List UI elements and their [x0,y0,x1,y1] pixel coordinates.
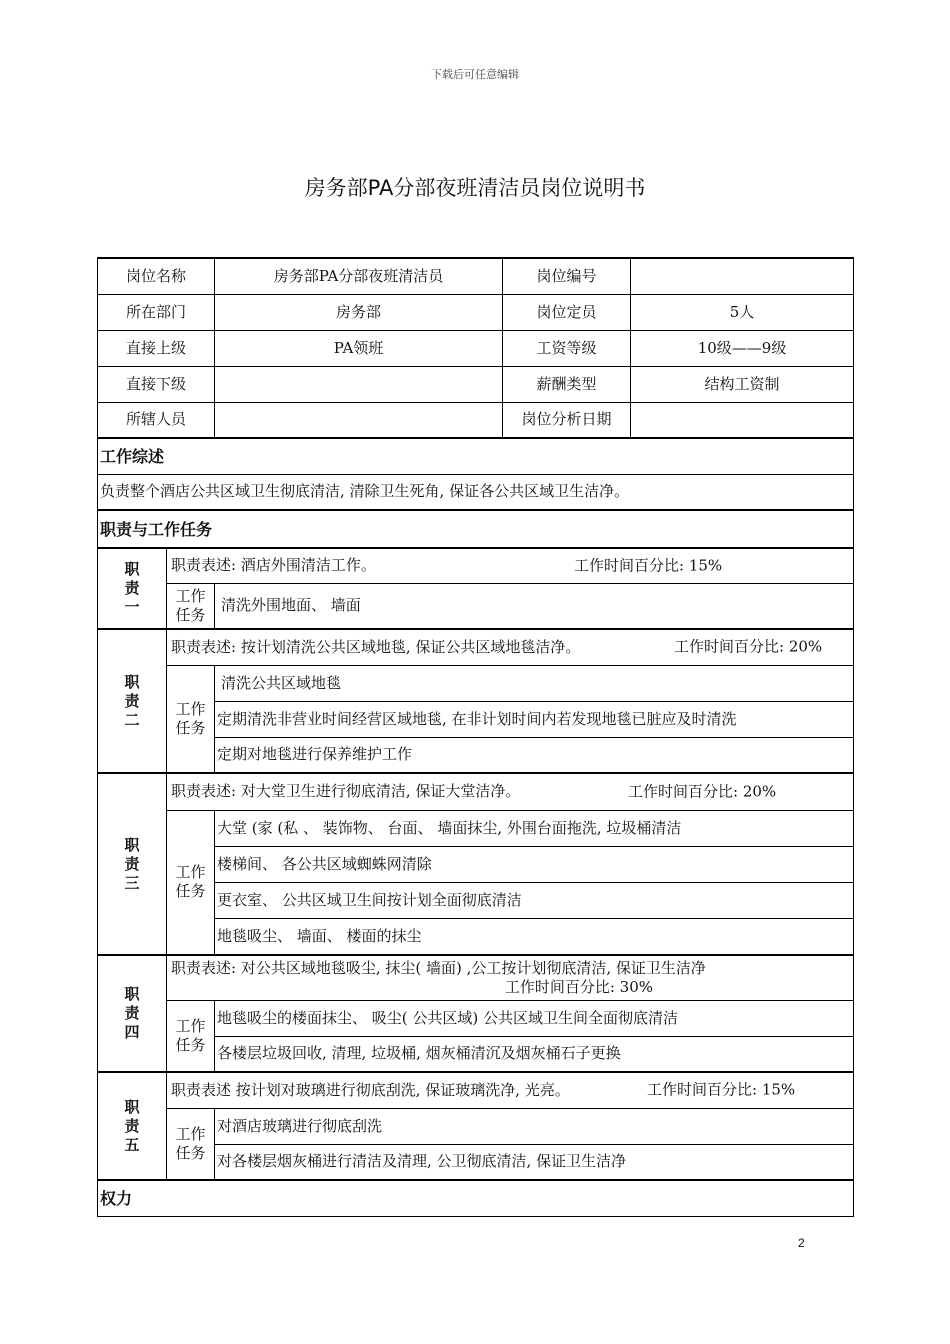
work-summary-text: 负责整个酒店公共区域卫生彻底清洁, 清除卫生死角, 保证各公共区域卫生洁净。 [98,474,854,510]
task-label-text: 工作任务 [175,699,206,737]
task-item: 对酒店玻璃进行彻底刮洗 [215,1108,854,1144]
info-value: 5人 [631,294,854,330]
duty-description [167,629,854,665]
task-label [167,665,215,773]
duty-time-percent: 工作时间百分比: 15% [574,556,723,575]
info-label: 岗位名称 [98,258,215,294]
info-value [631,258,854,294]
duty-label [98,773,167,955]
info-row [98,330,854,366]
duty-description [167,773,854,810]
info-row [98,258,854,294]
task-label-text: 工作任务 [175,1016,206,1054]
duty-time-percent: 工作时间百分比: 20% [628,782,777,801]
task-label [167,1000,215,1072]
info-row [98,402,854,438]
info-row [98,294,854,330]
info-label: 岗位定员 [503,294,631,330]
header-note: 下载后可任意编辑 [431,68,519,81]
authority-heading: 权力 [98,1180,854,1216]
duty-row [98,955,854,1000]
duty-desc-text: 职责表述: 酒店外围清洁工作。 [171,556,376,575]
duty-label-text: 职责一 [124,560,140,616]
document-title: 房务部PA分部夜班清洁员岗位说明书 [304,176,646,200]
duty-label [98,548,167,629]
task-label [167,810,215,955]
info-label: 薪酬类型 [503,366,631,402]
task-item: 地毯吸尘、 墙面、 楼面的抹尘 [215,918,854,955]
info-value: 结构工资制 [631,366,854,402]
duty-desc-text: 职责表述: 对公共区域地毯吸尘, 抹尘( 墙面) ,公工按计划彻底清洁, 保证卫生洁净 [171,958,706,977]
task-label [167,583,215,629]
task-label-text: 工作任务 [175,863,206,901]
task-item: 定期对地毯进行保养维护工作 [215,737,854,773]
info-label: 岗位编号 [503,258,631,294]
task-item: 更衣室、 公共区域卫生间按计划全面彻底清洁 [215,882,854,918]
task-label [167,1108,215,1180]
duty-label-text: 职责五 [124,1097,140,1154]
info-value [215,402,503,438]
task-item: 清洗公共区域地毯 [215,665,854,701]
task-label-text: 工作任务 [175,586,206,624]
duty-time-percent: 工作时间百分比: 30% [504,977,654,996]
task-item: 楼梯间、 各公共区域蜘蛛网清除 [215,846,854,882]
duty-row [98,773,854,810]
info-value: PA领班 [215,330,503,366]
duty-label [98,955,167,1072]
duty-label-text: 职责二 [124,672,140,729]
info-label: 直接下级 [98,366,215,402]
task-item: 地毯吸尘的楼面抹尘、 吸尘( 公共区域) 公共区域卫生间全面彻底清洁 [215,1000,854,1036]
duty-label-text: 职责三 [124,835,140,892]
info-label: 所辖人员 [98,402,215,438]
info-value: 10级——9级 [631,330,854,366]
info-value [215,366,503,402]
duty-row [98,548,854,583]
task-item: 清洗外围地面、 墙面 [215,583,854,629]
duty-description [167,1072,854,1108]
info-label: 岗位分析日期 [503,402,631,438]
info-label: 所在部门 [98,294,215,330]
duty-description [167,955,854,1000]
task-item: 各楼层垃圾回收, 清理, 垃圾桶, 烟灰桶清沉及烟灰桶石子更换 [215,1036,854,1072]
info-label: 工资等级 [503,330,631,366]
duty-row [98,1072,854,1108]
duty-description [167,548,854,583]
duty-time-percent: 工作时间百分比: 15% [647,1080,796,1099]
info-value [631,402,854,438]
duty-row [98,629,854,665]
task-item: 对各楼层烟灰桶进行清洁及清理, 公卫彻底清洁, 保证卫生洁净 [215,1144,854,1180]
job-description-table [97,257,854,1217]
duty-label-text: 职责四 [124,985,140,1041]
work-summary-heading: 工作综述 [98,438,854,474]
duty-label [98,1072,167,1180]
info-value: 房务部PA分部夜班清洁员 [215,258,503,294]
task-item: 定期清洗非营业时间经营区域地毯, 在非计划时间内若发现地毯已脏应及时清洗 [215,701,854,737]
info-value: 房务部 [215,294,503,330]
duties-heading: 职责与工作任务 [98,510,854,548]
duty-desc-text: 职责表述: 按计划清洗公共区域地毯, 保证公共区域地毯洁净。 [171,637,581,656]
duty-desc-text: 职责表述: 对大堂卫生进行彻底清洁, 保证大堂洁净。 [171,782,521,801]
task-label-text: 工作任务 [175,1124,206,1162]
duty-desc-text: 职责表述 按计划对玻璃进行彻底刮洗, 保证玻璃洗净, 光亮。 [171,1080,570,1099]
duty-time-percent: 工作时间百分比: 20% [674,637,823,656]
task-item: 大堂 (家 (私 、 装饰物、 台面、 墙面抹尘, 外围台面拖洗, 垃圾桶清洁 [215,810,854,846]
info-label: 直接上级 [98,330,215,366]
page-number: 2 [798,1236,805,1250]
info-row [98,366,854,402]
duty-label [98,629,167,773]
